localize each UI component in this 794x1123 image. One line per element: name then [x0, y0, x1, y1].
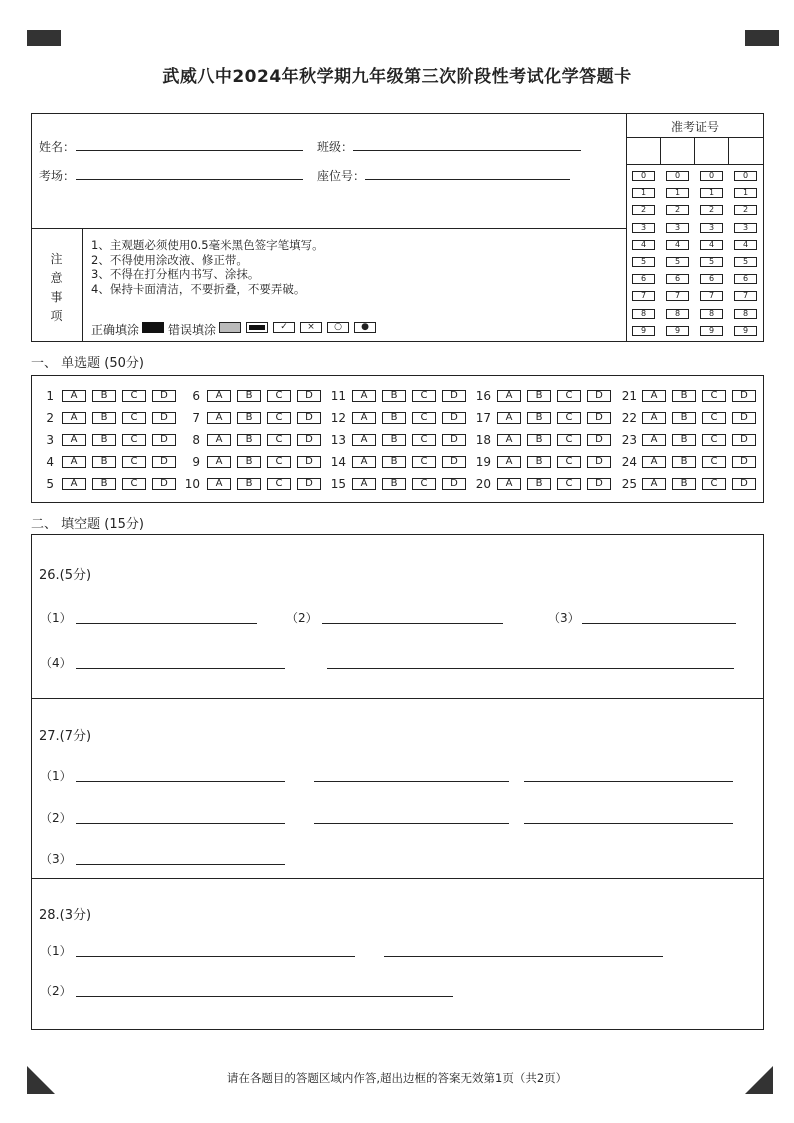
exam-id-bubble[interactable]: 6	[666, 274, 689, 284]
option-bubble-d[interactable]: D	[442, 412, 466, 424]
exam-id-bubble[interactable]: 8	[700, 309, 723, 319]
name-field[interactable]	[76, 150, 303, 151]
option-bubble-d[interactable]: D	[152, 390, 176, 402]
q27-title: 27.(7分)	[39, 729, 92, 744]
notes-list	[91, 238, 611, 296]
q26-label-2: （2）	[286, 611, 318, 625]
q27-label-1: （1）	[40, 769, 72, 783]
option-bubble-c[interactable]: C	[122, 390, 146, 402]
exam-id-entry-divider	[626, 164, 764, 165]
question-number: 16	[475, 389, 491, 403]
exam-id-bubble[interactable]: 3	[700, 223, 723, 233]
exam-id-bubble[interactable]: 5	[666, 257, 689, 267]
exam-id-bubble[interactable]: 4	[700, 240, 723, 250]
option-bubble-d[interactable]: D	[732, 412, 756, 424]
question-number: 20	[475, 477, 491, 491]
option-bubble-c[interactable]: C	[557, 434, 581, 446]
wrong-fill-label: 错误填涂	[168, 323, 217, 337]
option-bubble-c[interactable]: C	[122, 434, 146, 446]
question-number: 19	[475, 455, 491, 469]
exam-id-bubble[interactable]: 4	[632, 240, 655, 250]
option-bubble-b[interactable]: B	[527, 412, 551, 424]
option-bubble-c[interactable]: C	[702, 434, 726, 446]
option-bubble-c[interactable]: C	[557, 456, 581, 468]
option-bubble-b[interactable]: B	[382, 456, 406, 468]
alignment-mark-top-right	[745, 30, 779, 46]
option-bubble-c[interactable]: C	[702, 412, 726, 424]
question-number: 1	[46, 389, 54, 403]
option-bubble-c[interactable]: C	[267, 456, 291, 468]
option-bubble-a[interactable]: A	[642, 390, 666, 402]
exam-id-bubble[interactable]: 6	[632, 274, 655, 284]
exam-id-bubble[interactable]: 2	[632, 205, 655, 215]
option-bubble-d[interactable]: D	[297, 412, 321, 424]
exam-id-bubble[interactable]: 2	[734, 205, 757, 215]
exam-id-bubble[interactable]: 3	[632, 223, 655, 233]
option-bubble-c[interactable]: C	[267, 478, 291, 490]
q27-answer-2b[interactable]	[314, 823, 509, 824]
option-bubble-a[interactable]: A	[62, 434, 86, 446]
option-bubble-a[interactable]: A	[642, 412, 666, 424]
note-item: 1、主观题必须使用0.5毫米黑色签字笔填写。	[91, 238, 324, 252]
question-number: 3	[46, 433, 54, 447]
option-bubble-c[interactable]: C	[267, 412, 291, 424]
class-label: 班级：	[317, 140, 354, 154]
q27-answer-2c[interactable]	[524, 823, 733, 824]
note-item: 4、保持卡面清洁，不要折叠，不要弄破。	[91, 281, 306, 296]
exam-id-bubble[interactable]: 3	[734, 223, 757, 233]
option-bubble-a[interactable]: A	[207, 390, 231, 402]
option-bubble-d[interactable]: D	[587, 478, 611, 490]
exam-id-bubble[interactable]: 6	[734, 274, 757, 284]
option-bubble-c[interactable]: C	[267, 390, 291, 402]
q26-q27-divider	[31, 698, 764, 699]
option-bubble-d[interactable]: D	[587, 456, 611, 468]
q28-answer-1a[interactable]	[76, 956, 355, 957]
option-bubble-c[interactable]: C	[702, 456, 726, 468]
name-label: 姓名：	[39, 140, 76, 154]
exam-id-bubble[interactable]: 1	[666, 188, 689, 198]
option-bubble-d[interactable]: D	[152, 434, 176, 446]
question-number: 25	[621, 477, 637, 491]
wrong-fill-sample-dot: ●	[354, 322, 376, 333]
exam-id-bubble[interactable]: 0	[632, 171, 655, 181]
option-bubble-c[interactable]: C	[122, 412, 146, 424]
option-bubble-d[interactable]: D	[732, 390, 756, 402]
option-bubble-b[interactable]: B	[672, 478, 696, 490]
question-number: 9	[192, 455, 200, 469]
option-bubble-d[interactable]: D	[442, 390, 466, 402]
option-bubble-c[interactable]: C	[702, 478, 726, 490]
option-bubble-b[interactable]: B	[237, 412, 261, 424]
option-bubble-b[interactable]: B	[672, 412, 696, 424]
room-label: 考场：	[39, 169, 76, 183]
class-field[interactable]	[353, 150, 581, 151]
option-bubble-d[interactable]: D	[297, 390, 321, 402]
option-bubble-b[interactable]: B	[237, 456, 261, 468]
option-bubble-b[interactable]: B	[92, 434, 116, 446]
q26-answer-4a[interactable]	[76, 668, 285, 669]
option-bubble-d[interactable]: D	[152, 412, 176, 424]
notes-heading-divider	[82, 228, 83, 342]
option-bubble-b[interactable]: B	[92, 412, 116, 424]
exam-id-col-line	[660, 137, 661, 164]
wrong-fill-sample-circle: ○	[327, 322, 349, 333]
option-bubble-b[interactable]: B	[92, 456, 116, 468]
option-bubble-a[interactable]: A	[497, 456, 521, 468]
q26-label-4: （4）	[40, 656, 72, 670]
q27-label-2: （2）	[40, 811, 72, 825]
exam-id-bubble[interactable]: 2	[700, 205, 723, 215]
question-number: 5	[46, 477, 54, 491]
exam-id-bubble[interactable]: 9	[700, 326, 723, 336]
option-bubble-a[interactable]: A	[207, 456, 231, 468]
option-bubble-a[interactable]: A	[642, 456, 666, 468]
section2-title: 二、 填空题 (15分)	[31, 517, 144, 532]
option-bubble-c[interactable]: C	[557, 390, 581, 402]
question-number: 18	[475, 433, 491, 447]
exam-id-bubble[interactable]: 3	[666, 223, 689, 233]
option-bubble-a[interactable]: A	[352, 434, 376, 446]
exam-id-col-line	[728, 137, 729, 164]
option-bubble-a[interactable]: A	[642, 478, 666, 490]
q28-answer-2[interactable]	[76, 996, 453, 997]
exam-id-title: 准考证号	[670, 120, 719, 134]
exam-id-bubble[interactable]: 8	[666, 309, 689, 319]
q26-answer-2[interactable]	[322, 623, 503, 624]
option-bubble-d[interactable]: D	[587, 434, 611, 446]
exam-id-bubble[interactable]: 9	[734, 326, 757, 336]
q27-answer-1b[interactable]	[314, 781, 509, 782]
option-bubble-b[interactable]: B	[527, 478, 551, 490]
option-bubble-c[interactable]: C	[412, 390, 436, 402]
option-bubble-a[interactable]: A	[207, 478, 231, 490]
option-bubble-a[interactable]: A	[62, 412, 86, 424]
exam-id-bubble[interactable]: 7	[666, 291, 689, 301]
question-number: 22	[621, 411, 637, 425]
option-bubble-b[interactable]: B	[382, 390, 406, 402]
exam-id-bubble[interactable]: 7	[700, 291, 723, 301]
q26-title: 26.(5分)	[39, 568, 92, 583]
option-bubble-d[interactable]: D	[442, 456, 466, 468]
option-bubble-c[interactable]: C	[702, 390, 726, 402]
section1-title: 一、 单选题 (50分)	[31, 356, 144, 371]
option-bubble-a[interactable]: A	[352, 478, 376, 490]
option-bubble-c[interactable]: C	[412, 434, 436, 446]
option-bubble-c[interactable]: C	[412, 456, 436, 468]
question-number: 17	[475, 411, 491, 425]
option-bubble-b[interactable]: B	[527, 456, 551, 468]
option-bubble-b[interactable]: B	[382, 478, 406, 490]
exam-id-bubble[interactable]: 9	[666, 326, 689, 336]
option-bubble-d[interactable]: D	[442, 434, 466, 446]
option-bubble-a[interactable]: A	[62, 456, 86, 468]
q27-label-3: （3）	[40, 852, 72, 866]
page-title: 武威八中2024年秋学期九年级第三次阶段性考试化学答题卡	[162, 67, 632, 87]
option-bubble-c[interactable]: C	[412, 478, 436, 490]
q26-answer-3[interactable]	[582, 623, 736, 624]
exam-id-title-divider	[626, 137, 764, 138]
wrong-fill-sample-check: ✓	[273, 322, 295, 333]
q26-answer-1[interactable]	[76, 623, 257, 624]
exam-id-bubble[interactable]: 5	[734, 257, 757, 267]
q28-title: 28.(3分)	[39, 908, 92, 923]
exam-id-bubble[interactable]: 4	[666, 240, 689, 250]
exam-id-bubble[interactable]: 4	[734, 240, 757, 250]
option-bubble-d[interactable]: D	[732, 478, 756, 490]
option-bubble-c[interactable]: C	[267, 434, 291, 446]
option-bubble-a[interactable]: A	[352, 390, 376, 402]
option-bubble-b[interactable]: B	[237, 390, 261, 402]
option-bubble-a[interactable]: A	[207, 412, 231, 424]
exam-id-bubble[interactable]: 1	[700, 188, 723, 198]
option-bubble-b[interactable]: B	[527, 390, 551, 402]
option-bubble-c[interactable]: C	[412, 412, 436, 424]
question-number: 15	[330, 477, 346, 491]
wrong-fill-sample-gray	[219, 322, 241, 333]
exam-id-bubble[interactable]: 5	[700, 257, 723, 267]
option-bubble-d[interactable]: D	[297, 478, 321, 490]
q27-answer-1c[interactable]	[524, 781, 733, 782]
option-bubble-a[interactable]: A	[497, 478, 521, 490]
question-number: 7	[192, 411, 200, 425]
seat-field[interactable]	[365, 179, 570, 180]
alignment-mark-top-left	[27, 30, 61, 46]
exam-id-bubble[interactable]: 7	[734, 291, 757, 301]
q27-answer-3[interactable]	[76, 864, 285, 865]
question-number: 14	[330, 455, 346, 469]
exam-id-divider	[626, 113, 627, 342]
option-bubble-a[interactable]: A	[497, 390, 521, 402]
option-bubble-d[interactable]: D	[442, 478, 466, 490]
question-number: 12	[330, 411, 346, 425]
wrong-fill-sample-bar	[246, 322, 268, 333]
option-bubble-a[interactable]: A	[497, 434, 521, 446]
seat-label: 座位号：	[317, 169, 366, 183]
option-bubble-b[interactable]: B	[237, 434, 261, 446]
question-number: 13	[330, 433, 346, 447]
exam-id-bubble[interactable]: 0	[666, 171, 689, 181]
option-bubble-c[interactable]: C	[122, 478, 146, 490]
option-bubble-a[interactable]: A	[62, 390, 86, 402]
q28-label-2: （2）	[40, 984, 72, 998]
option-bubble-d[interactable]: D	[587, 390, 611, 402]
room-field[interactable]	[76, 179, 303, 180]
q26-label-3: （3）	[548, 611, 580, 625]
option-bubble-b[interactable]: B	[382, 412, 406, 424]
exam-id-bubble[interactable]: 1	[632, 188, 655, 198]
notes-heading: 注 意 事 项	[50, 252, 63, 323]
info-divider	[31, 228, 627, 229]
q27-answer-1a[interactable]	[76, 781, 285, 782]
option-bubble-d[interactable]: D	[152, 478, 176, 490]
exam-id-bubble[interactable]: 0	[700, 171, 723, 181]
q28-answer-1b[interactable]	[384, 956, 663, 957]
q27-answer-2a[interactable]	[76, 823, 285, 824]
option-bubble-d[interactable]: D	[732, 434, 756, 446]
exam-id-bubble[interactable]: 6	[700, 274, 723, 284]
question-number: 21	[621, 389, 637, 403]
question-number: 10	[184, 477, 200, 491]
exam-id-bubble[interactable]: 1	[734, 188, 757, 198]
wrong-fill-sample-cross: ×	[300, 322, 322, 333]
option-bubble-c[interactable]: C	[557, 412, 581, 424]
exam-id-bubble[interactable]: 8	[632, 309, 655, 319]
q26-label-1: （1）	[40, 611, 72, 625]
option-bubble-b[interactable]: B	[237, 478, 261, 490]
option-bubble-a[interactable]: A	[207, 434, 231, 446]
exam-id-bubble[interactable]: 9	[632, 326, 655, 336]
option-bubble-b[interactable]: B	[672, 434, 696, 446]
option-bubble-a[interactable]: A	[642, 434, 666, 446]
option-bubble-b[interactable]: B	[92, 390, 116, 402]
note-item: 3、不得在打分框内书写、涂抹。	[91, 267, 260, 281]
question-number: 23	[621, 433, 637, 447]
option-bubble-d[interactable]: D	[297, 434, 321, 446]
question-number: 2	[46, 411, 54, 425]
option-bubble-a[interactable]: A	[352, 456, 376, 468]
q26-answer-4b[interactable]	[327, 668, 734, 669]
exam-id-bubble[interactable]: 5	[632, 257, 655, 267]
q27-q28-divider	[31, 878, 764, 879]
exam-id-bubble[interactable]: 0	[734, 171, 757, 181]
option-bubble-a[interactable]: A	[497, 412, 521, 424]
option-bubble-a[interactable]: A	[62, 478, 86, 490]
question-number: 8	[192, 433, 200, 447]
question-number: 11	[330, 389, 346, 403]
correct-fill-label: 正确填涂	[91, 323, 140, 337]
option-bubble-d[interactable]: D	[297, 456, 321, 468]
option-bubble-b[interactable]: B	[672, 390, 696, 402]
note-item: 2、不得使用涂改液、修正带。	[91, 252, 248, 267]
exam-id-bubble[interactable]: 8	[734, 309, 757, 319]
exam-id-bubble[interactable]: 7	[632, 291, 655, 301]
option-bubble-a[interactable]: A	[352, 412, 376, 424]
correct-fill-sample	[142, 322, 164, 333]
question-number: 6	[192, 389, 200, 403]
question-number: 24	[621, 455, 637, 469]
option-bubble-b[interactable]: B	[527, 434, 551, 446]
question-number: 4	[46, 455, 54, 469]
option-bubble-d[interactable]: D	[732, 456, 756, 468]
option-bubble-b[interactable]: B	[382, 434, 406, 446]
option-bubble-d[interactable]: D	[587, 412, 611, 424]
option-bubble-d[interactable]: D	[152, 456, 176, 468]
exam-id-col-line	[694, 137, 695, 164]
q28-label-1: （1）	[40, 944, 72, 958]
exam-id-bubble[interactable]: 2	[666, 205, 689, 215]
option-bubble-b[interactable]: B	[672, 456, 696, 468]
option-bubble-c[interactable]: C	[122, 456, 146, 468]
option-bubble-c[interactable]: C	[557, 478, 581, 490]
option-bubble-b[interactable]: B	[92, 478, 116, 490]
footer-text: 请在各题目的答题区域内作答,超出边框的答案无效第1页（共2页）	[226, 1071, 568, 1085]
